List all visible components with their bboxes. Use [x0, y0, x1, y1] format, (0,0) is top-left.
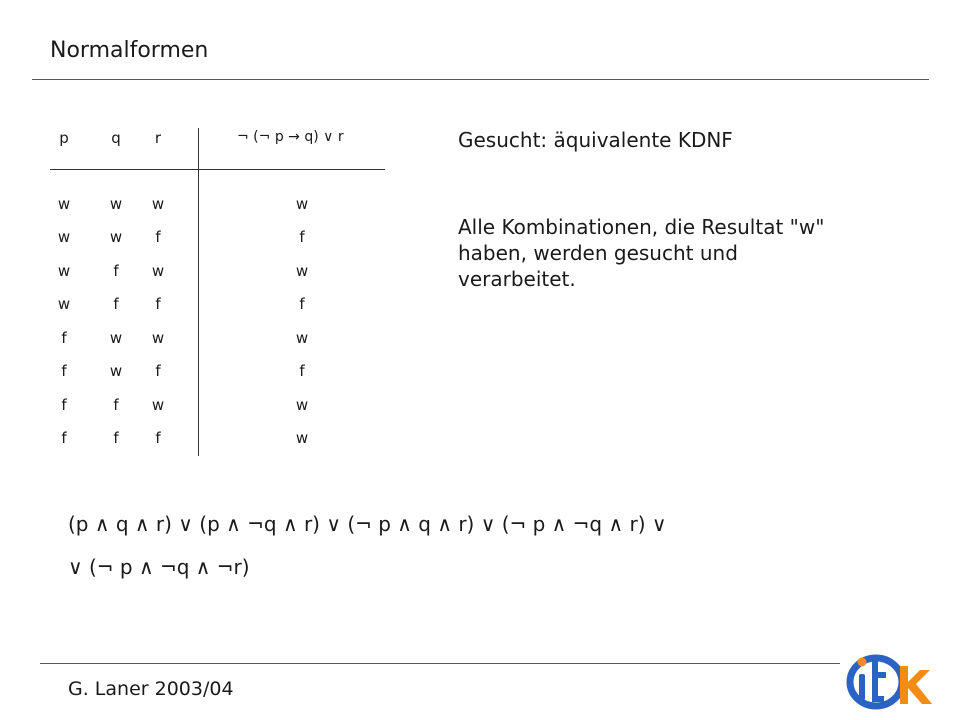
cell-r: w: [151, 195, 165, 213]
header-expression: ¬ (¬ p → q) ∨ r: [237, 129, 344, 145]
slide-title: Normalformen: [50, 38, 209, 63]
cell-r: f: [155, 228, 161, 246]
cell-p: w: [57, 295, 71, 313]
cell-r: f: [155, 362, 161, 380]
table-vertical-divider: [198, 128, 199, 456]
cell-result: w: [295, 396, 309, 414]
cell-q: f: [113, 429, 119, 447]
cell-result: w: [295, 329, 309, 347]
cell-result: f: [299, 228, 305, 246]
formula-line-1: (p ∧ q ∧ r) ∨ (p ∧ ¬q ∧ r) ∨ (¬ p ∧ q ∧ r) ∨ (¬ p ∧ ¬q ∧ r) ∨: [68, 512, 667, 536]
footer-author: G. Laner 2003/04: [68, 678, 234, 700]
header-r: r: [154, 129, 162, 147]
cell-result: f: [299, 295, 305, 313]
cell-result: w: [295, 262, 309, 280]
cell-p: f: [61, 362, 67, 380]
cell-q: f: [113, 262, 119, 280]
table-header-divider: [50, 169, 385, 170]
goal-heading: Gesucht: äquivalente KDNF: [458, 128, 733, 152]
cell-r: w: [151, 329, 165, 347]
top-divider: [32, 79, 929, 80]
header-q: q: [111, 129, 121, 147]
formula-line-2: ∨ (¬ p ∧ ¬q ∧ ¬r): [68, 555, 250, 579]
header-p: p: [59, 129, 69, 147]
itk-logo-icon: [842, 644, 938, 712]
cell-result: w: [295, 195, 309, 213]
cell-q: f: [113, 295, 119, 313]
cell-p: f: [61, 429, 67, 447]
cell-result: f: [299, 362, 305, 380]
cell-q: w: [109, 329, 123, 347]
cell-r: w: [151, 396, 165, 414]
cell-result: w: [295, 429, 309, 447]
cell-r: f: [155, 295, 161, 313]
cell-r: w: [151, 262, 165, 280]
bottom-divider: [40, 663, 840, 664]
cell-q: f: [113, 396, 119, 414]
cell-q: w: [109, 195, 123, 213]
cell-p: w: [57, 195, 71, 213]
description-text: Alle Kombinationen, die Resultat "w" haben, werden gesucht und verarbeitet.: [458, 215, 825, 291]
cell-p: w: [57, 262, 71, 280]
cell-p: f: [61, 329, 67, 347]
cell-p: f: [61, 396, 67, 414]
cell-p: w: [57, 228, 71, 246]
cell-q: w: [109, 362, 123, 380]
cell-q: w: [109, 228, 123, 246]
cell-r: f: [155, 429, 161, 447]
